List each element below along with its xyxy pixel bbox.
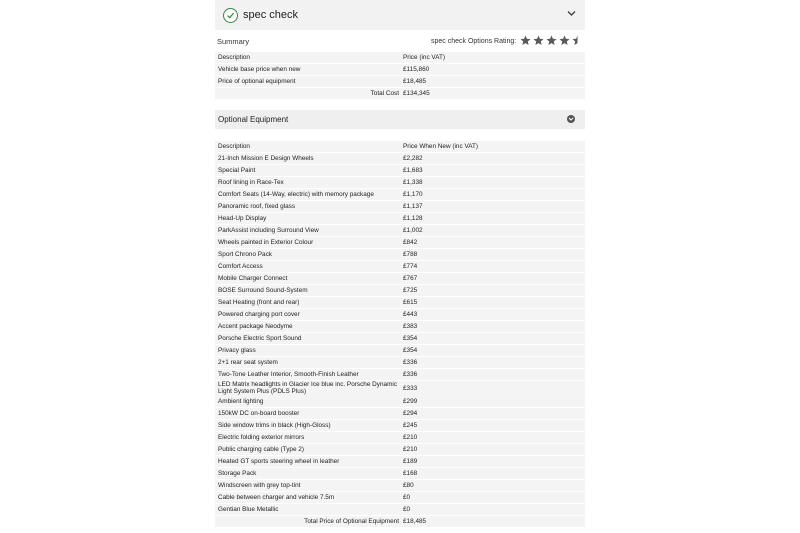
row-description: Privacy glass: [218, 347, 256, 354]
star-icon: [572, 35, 583, 46]
row-price: £354: [403, 335, 418, 342]
summary-total-row: [215, 88, 585, 99]
row-description: Cable between charger and vehicle 7.5m: [218, 494, 335, 501]
optional-row: [215, 381, 585, 396]
row-description: Gentian Blue Metallic: [218, 506, 279, 513]
row-description: Head-Up Display: [218, 215, 267, 222]
row-description: Two-Tone Leather Interior, Smooth-Finish Leather: [218, 371, 359, 378]
row-description: ParkAssist including Surround View: [218, 227, 319, 234]
row-description: BOSE Surround Sound-System: [218, 287, 308, 294]
row-description: Mobile Charger Connect: [218, 275, 288, 282]
row-description: Electric folding exterior mirrors: [218, 434, 305, 441]
optional-row: [215, 333, 585, 344]
optional-row: [215, 177, 585, 188]
row-price: £1,170: [403, 191, 423, 198]
optional-total-row: [215, 516, 585, 527]
row-description: Description: [218, 143, 250, 150]
optional-row: [215, 504, 585, 515]
row-description: Powered charging port cover: [218, 311, 300, 318]
row-description: Roof lining in Race-Tex: [218, 179, 284, 186]
optional-row: [215, 249, 585, 260]
row-price: £168: [403, 470, 418, 477]
row-price: £18,485: [403, 78, 427, 85]
row-description: 2+1 rear seat system: [218, 359, 278, 366]
optional-row: [215, 309, 585, 320]
chevron-down-icon[interactable]: [567, 115, 575, 123]
summary-table-header: [215, 52, 585, 63]
optional-row: [215, 237, 585, 248]
optional-row: [215, 432, 585, 443]
optional-row: [215, 153, 585, 164]
star-icon: [533, 35, 544, 46]
summary-row: [215, 64, 585, 75]
rating-label: spec check Options Rating:: [431, 38, 517, 45]
check-circle-icon: [223, 8, 238, 23]
row-price: £615: [403, 299, 418, 306]
optional-row: [215, 213, 585, 224]
row-price: Price (inc VAT): [403, 54, 446, 61]
optional-row: [215, 201, 585, 212]
row-price: £0: [403, 494, 411, 501]
row-description: Porsche Electric Sport Sound: [218, 335, 302, 342]
row-price: Price When New (inc VAT): [403, 143, 479, 150]
optional-row: [215, 369, 585, 380]
row-price: £210: [403, 446, 418, 453]
row-price: £210: [403, 434, 418, 441]
chevron-down-icon[interactable]: [567, 10, 576, 17]
optional-row: [215, 225, 585, 236]
row-price: £354: [403, 347, 418, 354]
optional-row: [215, 480, 585, 491]
optional-equipment-title: Optional Equipment: [218, 115, 289, 124]
row-description: Heated GT sports steering wheel in leather: [218, 458, 340, 465]
row-price: £774: [403, 263, 418, 270]
optional-row: [215, 468, 585, 479]
row-price: £245: [403, 422, 418, 429]
optional-row: [215, 492, 585, 503]
optional-row: [215, 261, 585, 272]
row-price: £336: [403, 359, 418, 366]
row-price: £115,860: [403, 66, 430, 73]
row-description: Wheels painted in Exterior Colour: [218, 239, 314, 246]
row-price: £336: [403, 371, 418, 378]
row-price: £767: [403, 275, 418, 282]
row-description: Special Paint: [218, 167, 256, 174]
optional-row: [215, 357, 585, 368]
row-price: £788: [403, 251, 418, 258]
row-price: £1,137: [403, 203, 423, 210]
row-description: 150kW DC on-board booster: [218, 410, 300, 417]
optional-row: [215, 444, 585, 455]
row-price: £1,128: [403, 215, 423, 222]
optional-row: [215, 273, 585, 284]
row-price: £189: [403, 458, 418, 465]
optional-row: [215, 165, 585, 176]
total-label: Total Price of Optional Equipment: [304, 518, 399, 525]
summary-label: Summary: [217, 37, 250, 46]
row-description: Seat Heating (front and rear): [218, 299, 300, 306]
optional-row: [215, 285, 585, 296]
row-description: Side window trims in black (High-Gloss): [218, 422, 331, 429]
row-description: Public charging cable (Type 2): [218, 446, 304, 453]
optional-equipment-header[interactable]: [215, 110, 585, 129]
row-description: Sport Chrono Pack: [218, 251, 272, 258]
total-label: Total Cost: [370, 90, 399, 97]
optional-table-header: [215, 141, 585, 152]
star-icon: [520, 35, 531, 46]
total-value: £134,345: [403, 90, 430, 97]
row-price: £383: [403, 323, 418, 330]
spec-check-header[interactable]: [215, 0, 585, 30]
optional-row: [215, 189, 585, 200]
row-description: LED Matrix headlights in Glacier Ice blue inc. Porsche Dynamic Light System Plus (PDLS Plus): [218, 381, 398, 395]
total-value: £18,485: [403, 518, 427, 525]
row-price: £2,282: [403, 155, 423, 162]
optional-row: [215, 345, 585, 356]
row-description: Windscreen with grey top-tint: [218, 482, 301, 489]
row-price: £333: [403, 385, 418, 392]
optional-row: [215, 297, 585, 308]
optional-row: [215, 456, 585, 467]
row-description: 21-Inch Mission E Design Wheels: [218, 155, 314, 162]
options-rating: [431, 35, 585, 48]
row-description: Price of optional equipment: [218, 78, 296, 85]
row-description: Ambient lighting: [218, 398, 264, 405]
star-icon: [559, 35, 570, 46]
summary-row: [215, 76, 585, 87]
row-price: £80: [403, 482, 414, 489]
row-description: Storage Pack: [218, 470, 257, 477]
star-icon: [546, 35, 557, 46]
row-price: £1,683: [403, 167, 423, 174]
row-price: £294: [403, 410, 418, 417]
spec-check-title: spec check: [243, 9, 299, 21]
optional-row: [215, 408, 585, 419]
row-price: £725: [403, 287, 418, 294]
rating-stars: [520, 35, 585, 48]
row-price: £299: [403, 398, 418, 405]
row-description: Comfort Access: [218, 263, 263, 270]
row-price: £1,002: [403, 227, 423, 234]
row-description: Accent package Neodyme: [218, 323, 293, 330]
row-price: £842: [403, 239, 418, 246]
row-price: £0: [403, 506, 411, 513]
row-description: Description: [218, 54, 250, 61]
optional-row: [215, 420, 585, 431]
optional-row: [215, 396, 585, 407]
row-description: Comfort Seats (14-Way, electric) with memory package: [218, 191, 374, 198]
optional-row: [215, 321, 585, 332]
row-description: Vehicle base price when new: [218, 66, 301, 73]
row-price: £1,338: [403, 179, 423, 186]
row-description: Panoramic roof, fixed glass: [218, 203, 296, 210]
row-price: £443: [403, 311, 418, 318]
